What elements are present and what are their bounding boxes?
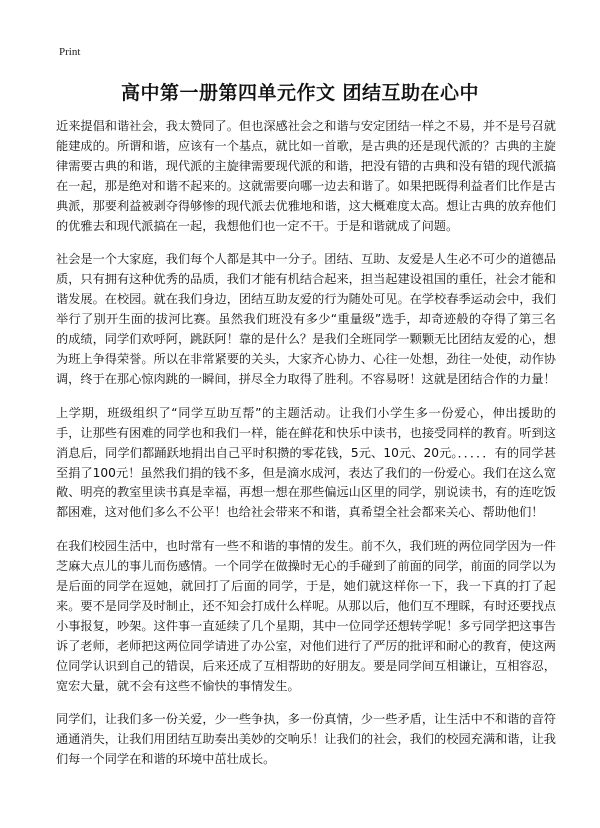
paragraph-4: 在我们校园生活中，也时常有一些不和谐的事情的发生。前不久，我们班的两位同学因为一件芝麻大点儿的事儿而伤感情。一个同学在做操时无心的手碰到了前面的同学，前面的同学以为是后面的同学在逗她，就回打了后面的同学，于是，她们就这样你一下，我一下真的打了起来。要不是同学及时制止，还不知会打成什么样呢。从那以后，他们互不理睬，有时还要找点小事报复，吵架。这件事一直延续了几个星期，其中一位同学还想转学呢！多亏同学把这事告诉了老师，老师把这两位同学请进了办公室，对他们进行了严厉的批评和耐心的教育，使这两位同学认识到自己的错误，后来还成了互相帮助的好朋友。要是同学间互相谦让，互相容忍，宽宏大量，就不会有这些不愉快的事情发生。: [56, 539, 556, 693]
article-body: [56, 117, 556, 784]
paragraph-2: 社会是一个大家庭，我们每个人都是其中一分子。团结、互助、友爱是人生必不可少的道德品质，只有拥有这种优秀的品质，我们才能有机结合起来，担当起建设祖国的重任，社会才能和谐发展。在校园。就在我们身边，团结互助友爱的行为随处可见。在学校春季运动会中，我们举行了别开生面的拔河比赛。虽然我们班没有多少“重量级”选手，却奇迹般的夺得了第三名的成绩，同学们欢呼阿，跳跃阿！靠的是什么？是我们全班同学一颗颗无比团结友爱的心，想为班上争得荣誉。所以在非常紧要的关头，大家齐心协力、心往一处想，劲往一处使，动作协调，终于在那心惊肉跳的一瞬间，拼尽全力取得了胜利。不容易呀！这就是团结合作的力量！: [56, 252, 556, 386]
paragraph-1: 近来提倡和谐社会，我太赞同了。但也深感社会之和谐与安定团结一样之不易，并不是号召就能建成的。所谓和谐，应该有一个基点，就比如一首歌，是古典的还是现代派的？古典的主旋律需要古典的和谐，现代派的主旋律需要现代派的和谐，把没有错的古典和没有错的现代派搞在一起，那是绝对和谐不起来的。这就需要向哪一边去和谐了。如果把既得利益者们比作是古典派，那要利益被剥夺得够惨的现代派去优雅地和谐，这大概难度太高。想让古典的放弃他们的优雅去和现代派搞在一起，我想他们也一定不干。于是和谐就成了问题。: [56, 119, 556, 233]
paragraph-3: 上学期，班级组织了“同学互助互帮”的主题活动。让我们小学生多一份爱心，伸出援助的手，让那些有困难的同学也和我们一样，能在鲜花和快乐中读书，也接受同样的教育。听到这消息后，同学们都踊跃地捐出自己平时积攒的零花钱，5元、10元、20元。．．．．．有的同学甚至捐了100元！虽然我们捐的钱不多，但是滴水成河，表达了我们的一份爱心。我们在这么宽敞、明亮的教室里读书真是幸福，再想一想在那些偏远山区里的同学，别说读书，有的连吃饭都困难，这对他们多么不公平！也给社会带来不和谐，真希望全社会都来关心、帮助他们！: [56, 405, 556, 520]
paragraph-5: 同学们，让我们多一份关爱，少一些争执，多一份真情，少一些矛盾，让生活中不和谐的音符通通消失，让我们用团结互助奏出美妙的交响乐！让我们的社会，我们的校园充满和谐，让我们每一个同学在和谐的环境中茁壮成长。: [56, 712, 556, 767]
article-title: 高中第一册第四单元作文 团结互助在心中: [120, 82, 480, 104]
print-link[interactable]: Print: [59, 46, 81, 58]
